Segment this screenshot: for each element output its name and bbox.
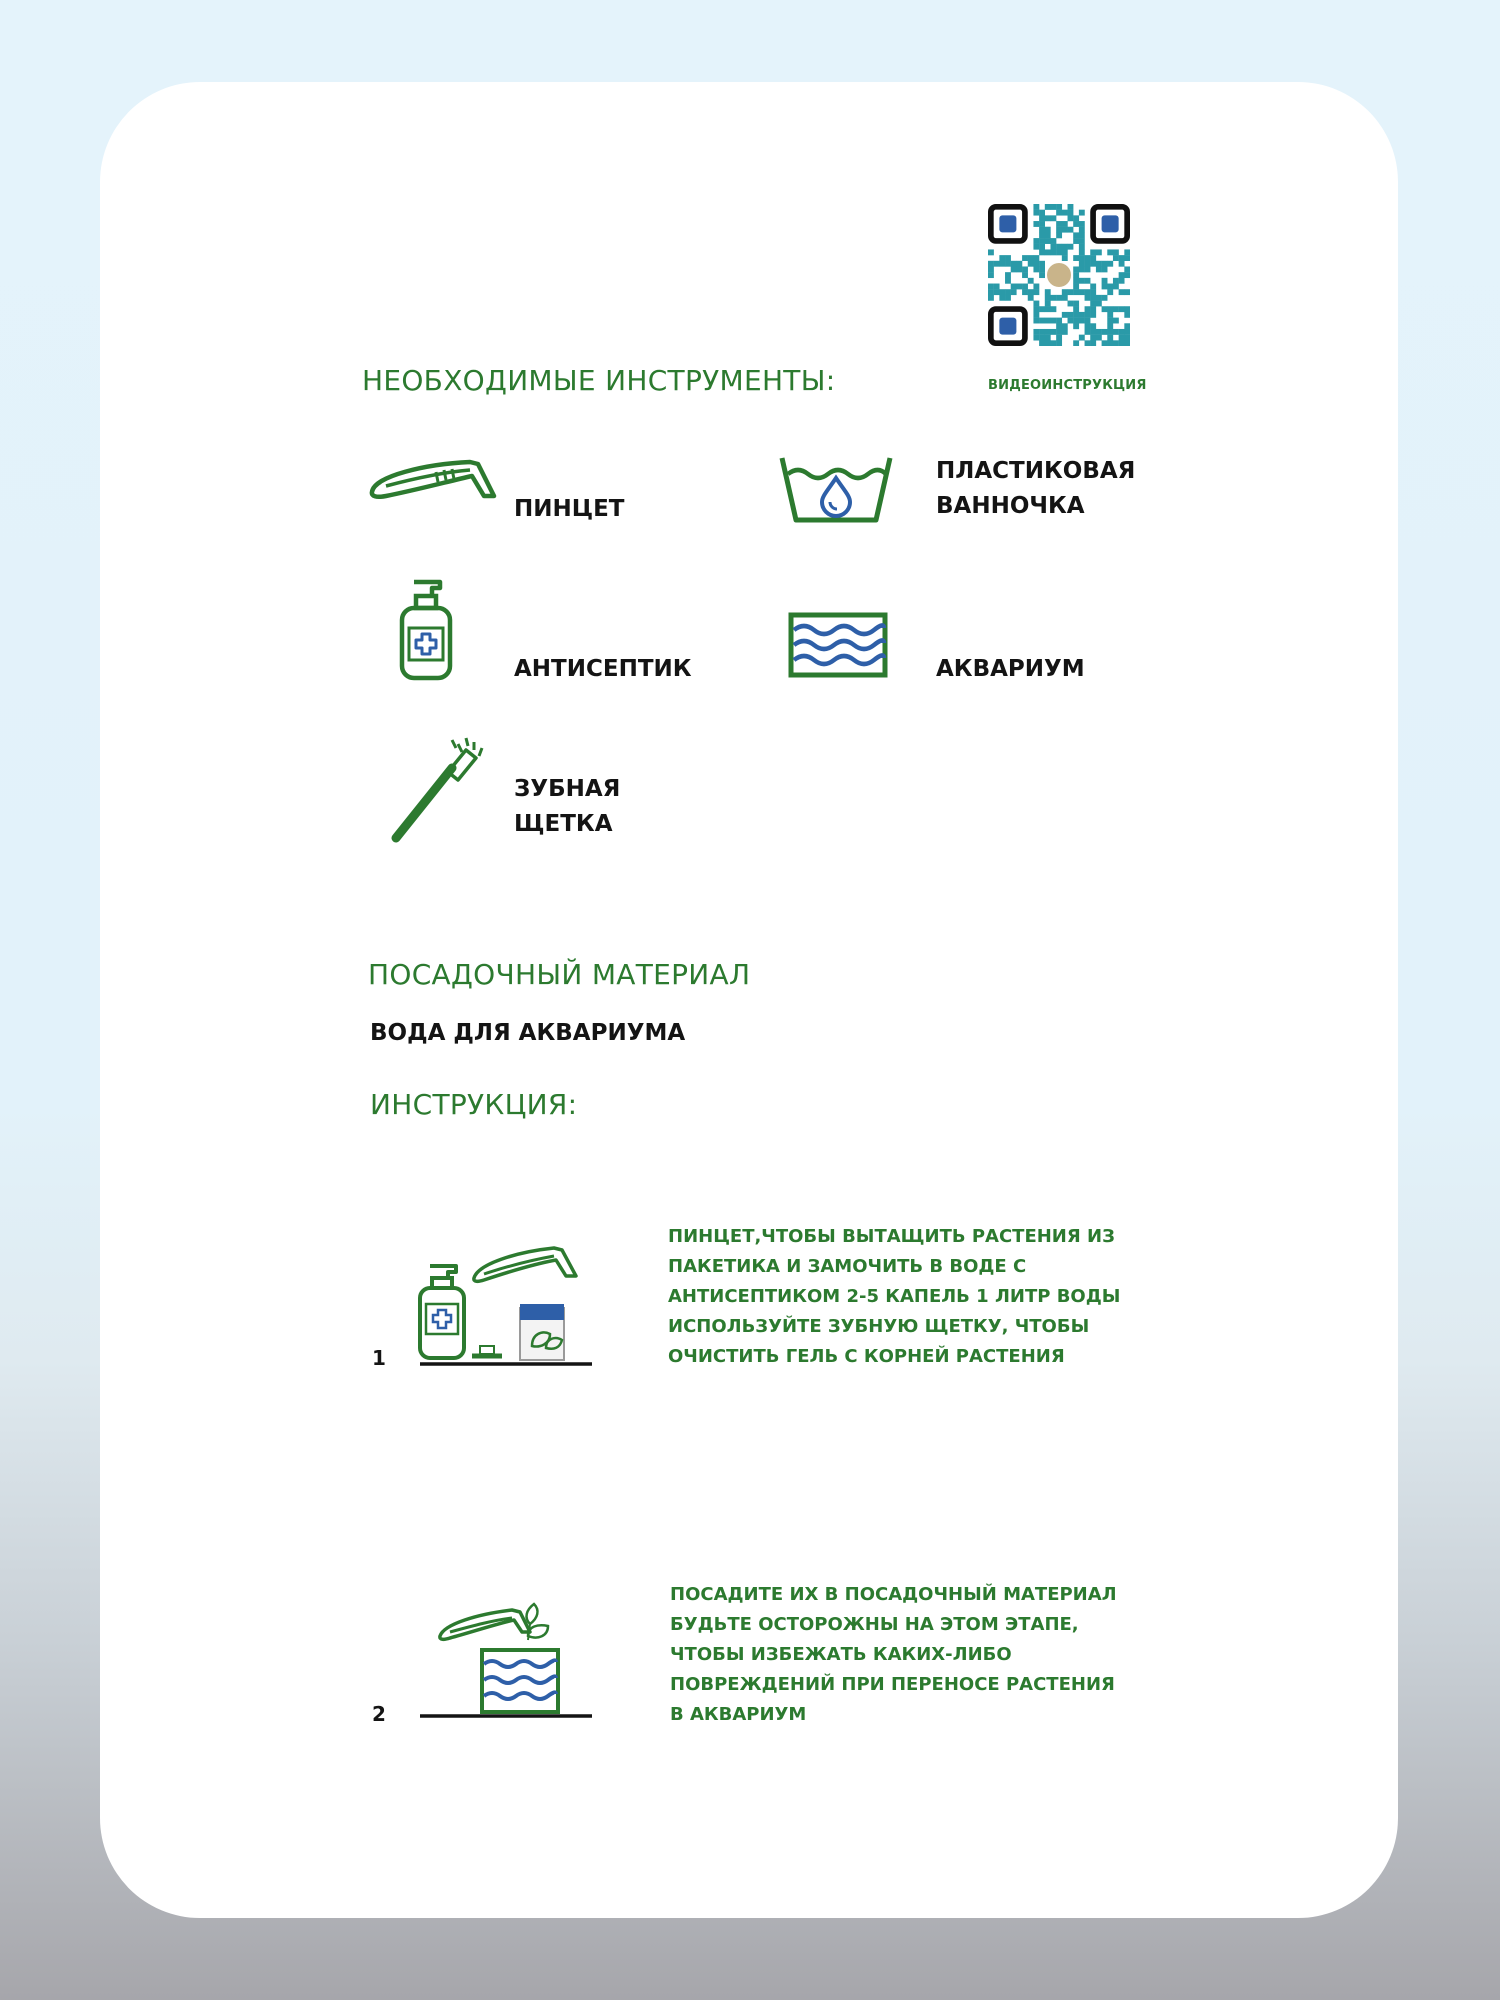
step1-line: ИСПОЛЬЗУЙТЕ ЗУБНУЮ ЩЕТКУ, ЧТОБЫ [668,1316,1090,1337]
step-number-2: 2 [372,1702,386,1726]
tool-label-tweezers: ПИНЦЕТ [514,496,625,522]
step1-line: АНТИСЕПТИКОМ 2-5 КАПЕЛЬ 1 ЛИТР ВОДЫ [668,1286,1121,1307]
step2-line: ЧТОБЫ ИЗБЕЖАТЬ КАКИХ-ЛИБО [670,1644,1012,1665]
tool-label-plastic-tray-line1: ПЛАСТИКОВАЯ [936,458,1136,484]
toothbrush-icon [386,734,486,846]
step1-text [668,1222,1120,1372]
step1-line: ПИНЦЕТ,ЧТОБЫ ВЫТАЩИТЬ РАСТЕНИЯ ИЗ [668,1226,1115,1247]
qr-caption: ВИДЕОИНСТРУКЦИЯ [988,378,1147,393]
tool-label-plastic-tray [936,454,1135,524]
tool-label-toothbrush-line2: ЩЕТКА [514,811,613,837]
planting-item: ВОДА ДЛЯ АКВАРИУМА [370,1020,686,1046]
step1-line: ОЧИСТИТЬ ГЕЛЬ С КОРНЕЙ РАСТЕНИЯ [668,1346,1065,1367]
step2-illustration [416,1596,596,1726]
qr-code[interactable] [988,204,1130,346]
tool-label-aquarium: АКВАРИУМ [936,656,1085,682]
step2-line: БУДЬТЕ ОСТОРОЖНЫ НА ЭТОМ ЭТАПЕ, [670,1614,1079,1635]
tool-label-toothbrush [514,772,620,842]
aquarium-icon [788,612,888,678]
tweezers-icon [366,454,506,514]
tool-label-antiseptic: АНТИСЕПТИК [514,656,692,682]
step2-line: ПОСАДИТЕ ИХ В ПОСАДОЧНЫЙ МАТЕРИАЛ [670,1584,1117,1605]
tool-label-plastic-tray-line2: ВАННОЧКА [936,493,1085,519]
step2-line: ПОВРЕЖДЕНИЙ ПРИ ПЕРЕНОСЕ РАСТЕНИЯ [670,1674,1115,1695]
step-number-1: 1 [372,1346,386,1370]
instruction-card [100,82,1398,1918]
antiseptic-bottle-icon [396,578,456,682]
step2-line: В АКВАРИУМ [670,1704,807,1725]
step2-text [670,1580,1117,1730]
step1-illustration [416,1242,596,1372]
plastic-tray-icon [778,454,894,524]
qr-code-image [988,204,1130,346]
step1-line: ПАКЕТИКА И ЗАМОЧИТЬ В ВОДЕ С [668,1256,1027,1277]
tools-heading: НЕОБХОДИМЫЕ ИНСТРУМЕНТЫ: [362,364,836,397]
planting-heading: ПОСАДОЧНЫЙ МАТЕРИАЛ [368,958,751,991]
instruction-heading: ИНСТРУКЦИЯ: [370,1088,578,1121]
tool-label-toothbrush-line1: ЗУБНАЯ [514,776,621,802]
